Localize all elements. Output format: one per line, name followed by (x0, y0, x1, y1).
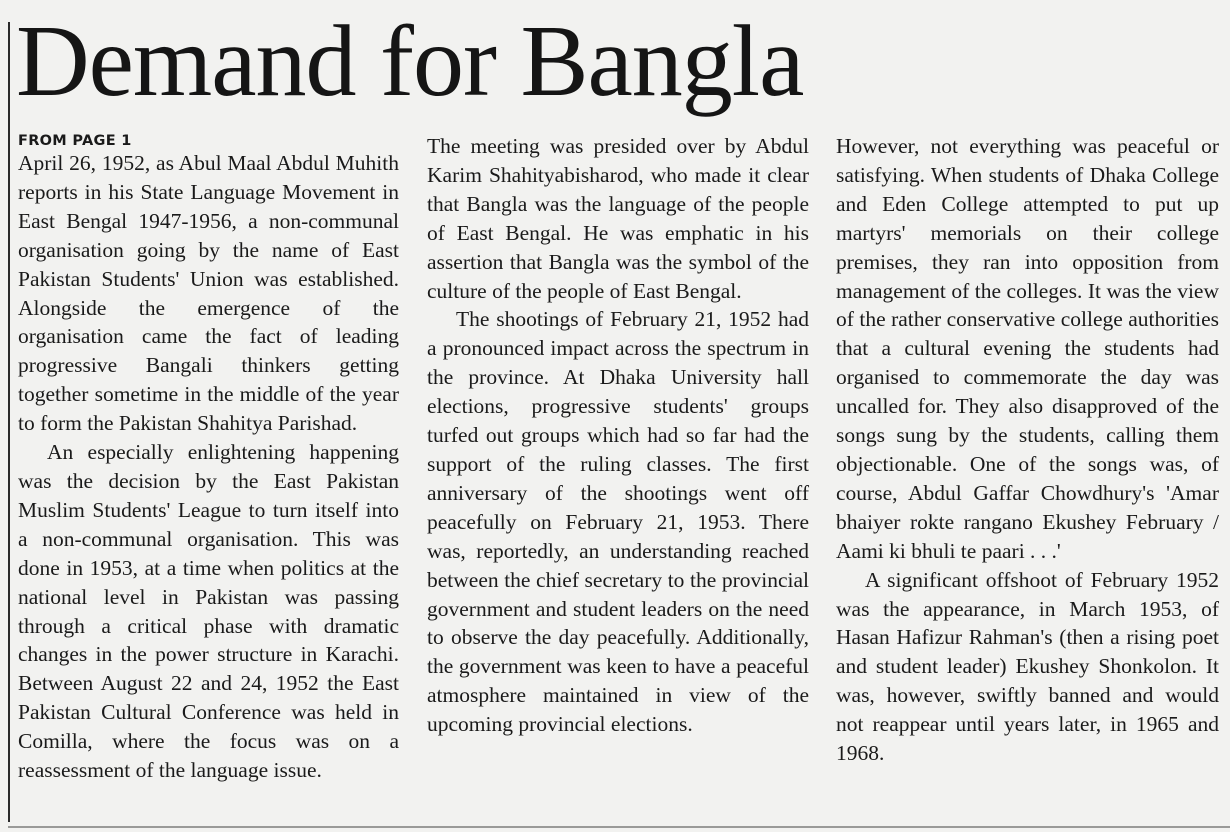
paragraph: The shootings of February 21, 1952 had a pronounced impact across the spectrum in the province. At Dhaka University hall elections, progressive students' groups turfed out groups which had so far had the support of the ruling classes. The first anniversary of the shootings went off peacefully on February 21, 1953. There was, reportedly, an understanding reached between the chief secretary to the provincial government and student leaders on the need to observe the day peacefully. Additionally, the government was keen to have a peaceful atmosphere maintained in view of the upcoming provincial elections. (427, 307, 809, 737)
paragraph: The meeting was presided over by Abdul Karim Shahityabisharod, who made it clear that Bangla was the language of the people of East Bengal. He was emphatic in his assertion that Bangla was the symbol of the culture of the people of East Bengal. (427, 134, 809, 303)
paragraph: However, not everything was peaceful or satisfying. When students of Dhaka College and Eden College attempted to put up martyrs' memorials on their college premises, they ran into opposition from management of the colleges. It was the view of the rather conservative college authorities that a cultural evening the students had organised to commemorate the day was uncalled for. They also disapproved of the songs sung by the students, calling them objectionable. One of the songs was, of course, Abdul Gaffar Chowdhury's 'Amar bhaiyer rokte rangano Ekushey February / Aami ki bhuli te paari . . .' (836, 134, 1219, 563)
article-column-2 (427, 132, 809, 739)
paragraph: A significant offshoot of February 1952 was the appearance, in March 1953, of Hasan Hafizur Rahman's (then a rising poet and student leader) Ekushey Shonkolon. It was, however, swiftly banned and would not reappear until years later, in 1965 and 1968. (836, 567, 1219, 766)
left-column-rule (8, 22, 10, 822)
article-column-1 (18, 133, 399, 785)
kicker-label: FROM PAGE 1 (18, 133, 132, 149)
paragraph: April 26, 1952, as Abul Maal Abdul Muhith reports in his State Language Movement in East Bengal 1947-1956, a non-communal organisation going by the name of East Pakistan Students' Union was established. Alongside the emergence of the organisation came the fact of leading progressive Bangali thinkers getting together sometime in the middle of the year to form the Pakistan Shahitya Parishad. (18, 151, 399, 436)
bottom-rule (8, 826, 1230, 828)
paragraph: An especially enlightening happening was the decision by the East Pakistan Muslim Students' League to turn itself into a non-communal organisation. This was done in 1953, at a time when politics at the national level in Pakistan was passing through a critical phase with dramatic changes in the power structure in Karachi. Between August 22 and 24, 1952 the East Pakistan Cultural Conference was held in Comilla, where the focus was on a reassessment of the language issue. (18, 440, 399, 783)
headline: Demand for Bangla (16, 5, 804, 118)
article-column-3 (836, 132, 1219, 768)
